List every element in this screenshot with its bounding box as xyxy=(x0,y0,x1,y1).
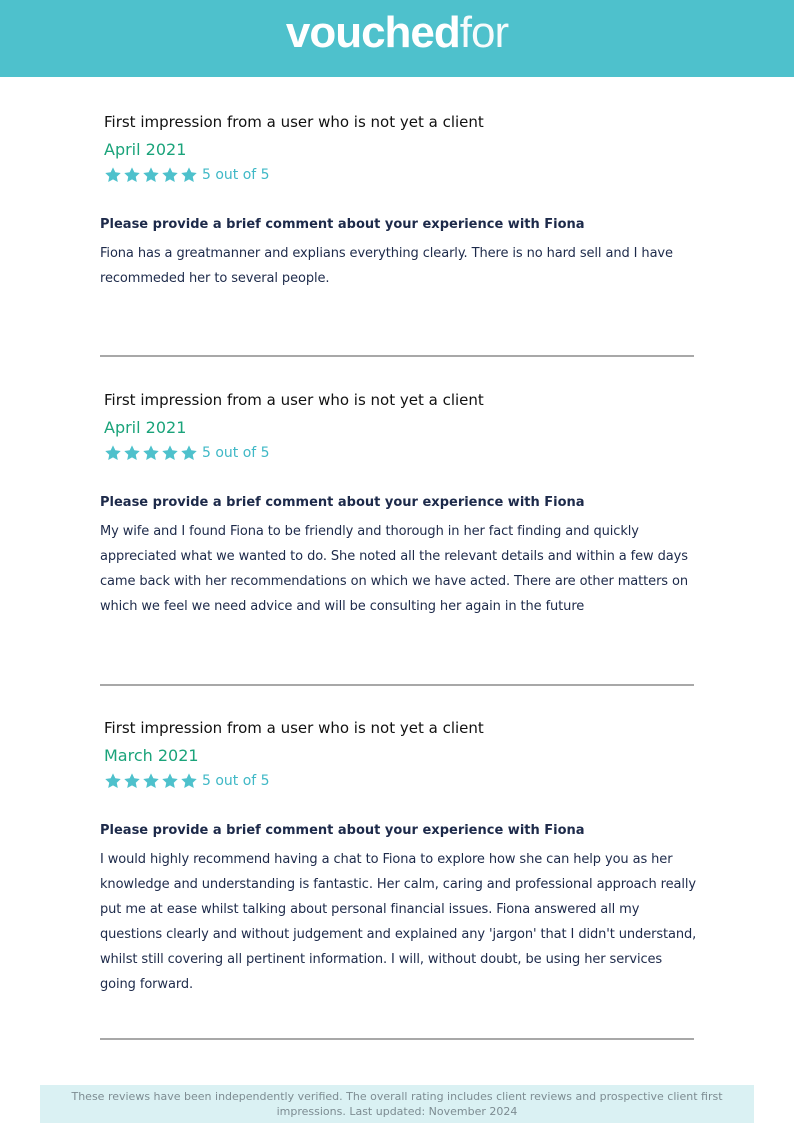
review-rating xyxy=(104,166,270,184)
star-icon xyxy=(104,772,122,790)
star-icon xyxy=(180,772,198,790)
logo-bold-text: vouched xyxy=(285,8,460,57)
review-comment: Fiona has a greatmanner and explians everything clearly. There is no hard sell and I have recommeded her to several people. xyxy=(100,246,673,286)
header-bar xyxy=(0,0,794,77)
star-icon xyxy=(104,444,122,462)
rating-text: 5 out of 5 xyxy=(202,167,270,183)
star-icon xyxy=(123,444,141,462)
star-icon xyxy=(123,166,141,184)
review-date: March 2021 xyxy=(104,746,199,765)
rating-text: 5 out of 5 xyxy=(202,773,270,789)
verification-footer: These reviews have been independently verified. The overall rating includes client reviews and prospective client first impressions. Last updated: November 2024 xyxy=(40,1085,754,1123)
logo-light-text: for xyxy=(459,8,509,57)
review-rating xyxy=(104,772,270,790)
review-type: First impression from a user who is not yet a client xyxy=(104,113,484,131)
review-divider xyxy=(100,1038,694,1040)
review-type: First impression from a user who is not yet a client xyxy=(104,391,484,409)
star-rating xyxy=(104,166,199,184)
star-icon xyxy=(180,166,198,184)
star-icon xyxy=(142,166,160,184)
review-divider xyxy=(100,355,694,357)
review-question: Please provide a brief comment about your experience with Fiona xyxy=(100,217,585,232)
star-icon xyxy=(142,772,160,790)
star-icon xyxy=(161,772,179,790)
star-rating xyxy=(104,772,199,790)
review-rating xyxy=(104,444,270,462)
star-rating xyxy=(104,444,199,462)
review-question: Please provide a brief comment about your experience with Fiona xyxy=(100,495,585,510)
review-type: First impression from a user who is not yet a client xyxy=(104,719,484,737)
review-comment: I would highly recommend having a chat to Fiona to explore how she can help you as her knowledge and understanding is fantastic. Her calm, caring and professional approach really put me at ease whilst talking about personal financial issues. Fiona answered all my questions clearly and without judgement and explained any 'jargon' that I didn't understand, whilst still covering all pertinent information. I will, without doubt, be using her services going forward. xyxy=(100,852,697,992)
review-comment: My wife and I found Fiona to be friendly and thorough in her fact finding and quickly appreciated what we wanted to do. She noted all the relevant details and within a few days came back with her recommendations on which we have acted. There are other matters on which we feel we need advice and will be consulting her again in the future xyxy=(100,524,689,614)
vouchedfor-logo[interactable] xyxy=(0,6,794,60)
star-icon xyxy=(161,444,179,462)
review-date: April 2021 xyxy=(104,418,187,437)
rating-text: 5 out of 5 xyxy=(202,445,270,461)
review-divider xyxy=(100,684,694,686)
star-icon xyxy=(142,444,160,462)
review-date: April 2021 xyxy=(104,140,187,159)
star-icon xyxy=(104,166,122,184)
star-icon xyxy=(180,444,198,462)
star-icon xyxy=(161,166,179,184)
review-question: Please provide a brief comment about your experience with Fiona xyxy=(100,823,585,838)
star-icon xyxy=(123,772,141,790)
